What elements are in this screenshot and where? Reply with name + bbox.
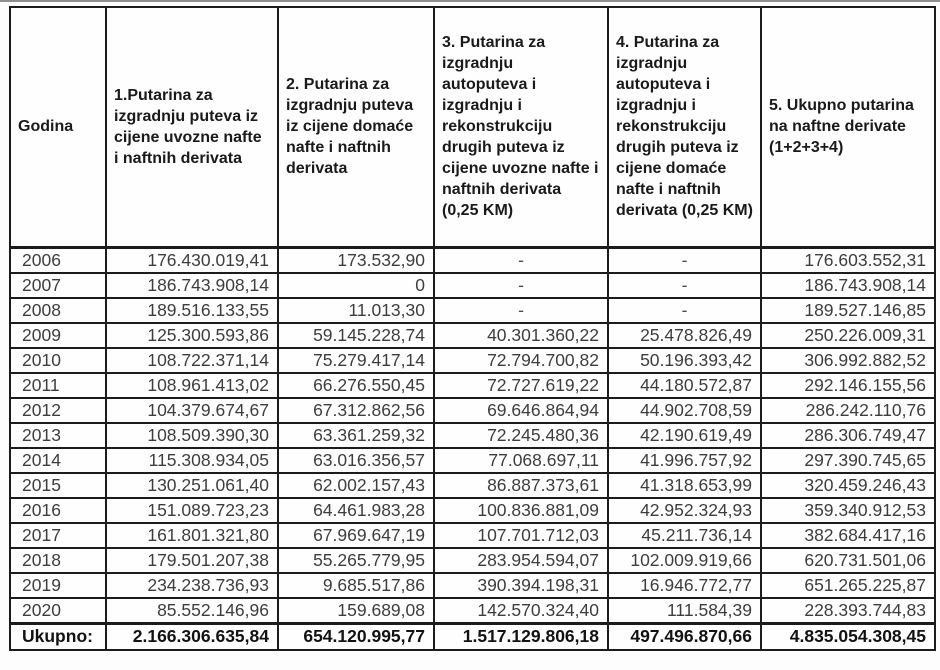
year-cell: 2006 (10, 247, 106, 273)
value-cell: 320.459.246,43 (761, 473, 935, 498)
value-cell: 382.684.417,16 (761, 523, 935, 548)
column-header-autoputevi-uvozna: 3. Putarina za izgradnju autoputeva i izgradnju i rekonstrukciju drugih puteva iz cijene uvozne nafte i naftnih derivata (0,25 KM) (434, 7, 608, 247)
value-cell: - (434, 247, 608, 273)
column-header-putarina-uvozna: 1.Putarina za izgradnju puteva iz cijene uvozne nafte i naftnih derivata (106, 7, 278, 247)
value-cell: 228.393.744,83 (761, 598, 935, 624)
value-cell: 63.361.259,32 (278, 423, 434, 448)
value-cell: 390.394.198,31 (434, 573, 608, 598)
total-cell: 1.517.129.806,18 (434, 623, 608, 650)
column-header-autoputevi-domaca: 4. Putarina za izgradnju autoputeva i izgradnju i rekonstrukciju drugih puteva iz cijene domaće nafte i naftnih derivata (0,25 KM) (608, 7, 761, 247)
value-cell: 173.532,90 (278, 247, 434, 273)
value-cell: 67.312.862,56 (278, 398, 434, 423)
value-cell: 9.685.517,86 (278, 573, 434, 598)
table-row-2018 (10, 548, 935, 573)
value-cell: 62.002.157,43 (278, 473, 434, 498)
value-cell: 85.552.146,96 (106, 598, 278, 624)
value-cell: 292.146.155,56 (761, 373, 935, 398)
table-row-2012 (10, 398, 935, 423)
value-cell: 72.727.619,22 (434, 373, 608, 398)
year-cell: 2007 (10, 273, 106, 298)
value-cell: 189.527.146,85 (761, 298, 935, 323)
total-cell: 497.496.870,66 (608, 623, 761, 650)
value-cell: 0 (278, 273, 434, 298)
total-cell: 654.120.995,77 (278, 623, 434, 650)
value-cell: 107.701.712,03 (434, 523, 608, 548)
value-cell: 44.180.572,87 (608, 373, 761, 398)
value-cell: 69.646.864,94 (434, 398, 608, 423)
value-cell: 297.390.745,65 (761, 448, 935, 473)
value-cell: 40.301.360,22 (434, 323, 608, 348)
value-cell: 75.279.417,14 (278, 348, 434, 373)
value-cell: 104.379.674,67 (106, 398, 278, 423)
value-cell: - (608, 273, 761, 298)
header-row (10, 7, 935, 247)
value-cell: 50.196.393,42 (608, 348, 761, 373)
value-cell: 44.902.708,59 (608, 398, 761, 423)
year-cell: 2008 (10, 298, 106, 323)
value-cell: 186.743.908,14 (761, 273, 935, 298)
column-header-putarina-domaca: 2. Putarina za izgradnju puteva iz cijene domaće nafte i naftnih derivata (278, 7, 434, 247)
value-cell: 67.969.647,19 (278, 523, 434, 548)
value-cell: 176.603.552,31 (761, 247, 935, 273)
table-row-2010 (10, 348, 935, 373)
total-cell: 2.166.306.635,84 (106, 623, 278, 650)
value-cell: 25.478.826,49 (608, 323, 761, 348)
table-row-2013 (10, 423, 935, 448)
value-cell: 77.068.697,11 (434, 448, 608, 473)
value-cell: 11.013,30 (278, 298, 434, 323)
value-cell: 72.245.480,36 (434, 423, 608, 448)
value-cell: - (434, 273, 608, 298)
value-cell: 142.570.324,40 (434, 598, 608, 624)
value-cell: 108.509.390,30 (106, 423, 278, 448)
value-cell: 66.276.550,45 (278, 373, 434, 398)
table-row-2020 (10, 598, 935, 624)
year-cell: 2011 (10, 373, 106, 398)
year-cell: 2019 (10, 573, 106, 598)
table-row-2006 (10, 247, 935, 273)
value-cell: 108.722.371,14 (106, 348, 278, 373)
year-cell: 2013 (10, 423, 106, 448)
value-cell: 161.801.321,80 (106, 523, 278, 548)
value-cell: 283.954.594,07 (434, 548, 608, 573)
value-cell: 125.300.593,86 (106, 323, 278, 348)
year-cell: 2020 (10, 598, 106, 624)
value-cell: - (434, 298, 608, 323)
toll-revenue-table (9, 6, 936, 651)
value-cell: 64.461.983,28 (278, 498, 434, 523)
value-cell: 359.340.912,53 (761, 498, 935, 523)
value-cell: 306.992.882,52 (761, 348, 935, 373)
value-cell: - (608, 247, 761, 273)
year-cell: 2012 (10, 398, 106, 423)
table-row-2017 (10, 523, 935, 548)
top-edge-line (0, 0, 940, 2)
value-cell: 42.952.324,93 (608, 498, 761, 523)
value-cell: 250.226.009,31 (761, 323, 935, 348)
value-cell: 100.836.881,09 (434, 498, 608, 523)
value-cell: 286.306.749,47 (761, 423, 935, 448)
value-cell: 42.190.619,49 (608, 423, 761, 448)
value-cell: 651.265.225,87 (761, 573, 935, 598)
value-cell: 186.743.908,14 (106, 273, 278, 298)
table-row-2019 (10, 573, 935, 598)
value-cell: 45.211.736,14 (608, 523, 761, 548)
total-label-cell: Ukupno: (10, 623, 106, 650)
value-cell: - (608, 298, 761, 323)
value-cell: 72.794.700,82 (434, 348, 608, 373)
value-cell: 102.009.919,66 (608, 548, 761, 573)
table-row-2015 (10, 473, 935, 498)
value-cell: 176.430.019,41 (106, 247, 278, 273)
value-cell: 130.251.061,40 (106, 473, 278, 498)
table-row-2008 (10, 298, 935, 323)
year-cell: 2015 (10, 473, 106, 498)
value-cell: 41.318.653,99 (608, 473, 761, 498)
table-row-2016 (10, 498, 935, 523)
table-row-2007 (10, 273, 935, 298)
value-cell: 55.265.779,95 (278, 548, 434, 573)
value-cell: 59.145.228,74 (278, 323, 434, 348)
total-cell: 4.835.054.308,45 (761, 623, 935, 650)
year-cell: 2016 (10, 498, 106, 523)
table-row-2009 (10, 323, 935, 348)
value-cell: 41.996.757,92 (608, 448, 761, 473)
value-cell: 16.946.772,77 (608, 573, 761, 598)
year-cell: 2014 (10, 448, 106, 473)
column-header-godina: Godina (10, 7, 106, 247)
value-cell: 108.961.413,02 (106, 373, 278, 398)
value-cell: 86.887.373,61 (434, 473, 608, 498)
table-row-2011 (10, 373, 935, 398)
value-cell: 234.238.736,93 (106, 573, 278, 598)
value-cell: 115.308.934,05 (106, 448, 278, 473)
column-header-ukupno: 5. Ukupno putarina na naftne derivate (1+2+3+4) (761, 7, 935, 247)
value-cell: 159.689,08 (278, 598, 434, 624)
value-cell: 151.089.723,23 (106, 498, 278, 523)
table-row-2014 (10, 448, 935, 473)
total-row (10, 623, 935, 650)
year-cell: 2018 (10, 548, 106, 573)
value-cell: 620.731.501,06 (761, 548, 935, 573)
value-cell: 111.584,39 (608, 598, 761, 624)
year-cell: 2009 (10, 323, 106, 348)
year-cell: 2010 (10, 348, 106, 373)
value-cell: 189.516.133,55 (106, 298, 278, 323)
value-cell: 286.242.110,76 (761, 398, 935, 423)
value-cell: 63.016.356,57 (278, 448, 434, 473)
value-cell: 179.501.207,38 (106, 548, 278, 573)
year-cell: 2017 (10, 523, 106, 548)
